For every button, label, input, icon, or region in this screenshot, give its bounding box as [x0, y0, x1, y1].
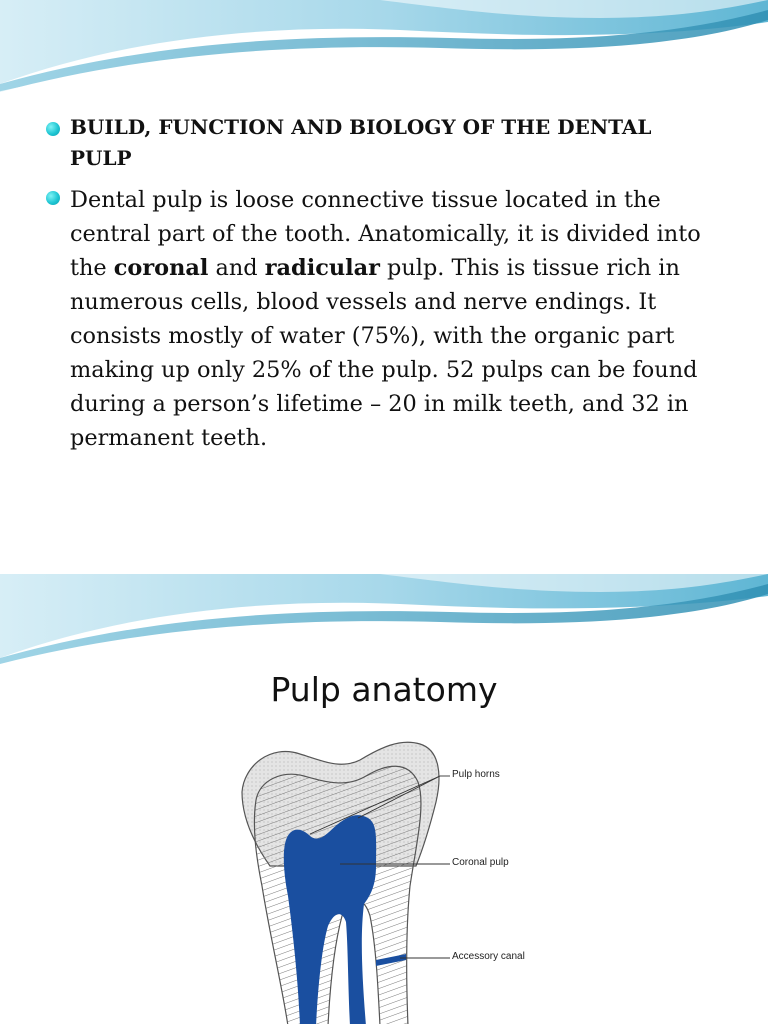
slide-title: Pulp anatomy [270, 670, 498, 709]
label-accessory-canal: Accessory canal [452, 951, 525, 962]
bullet-paragraph [44, 183, 704, 455]
paragraph-text-1: Dental pulp is loose connective tissue located in the central part of the tooth. Anatomically, it is divided into the [70, 187, 701, 281]
header-wave-decoration [0, 0, 768, 100]
pulp-anatomy-figure [230, 736, 536, 1024]
bullet-dot-icon [46, 191, 60, 205]
paragraph-text-3: pulp. This is tissue rich in numerous cells, blood vessels and nerve endings. It consists mostly of water (75%), with the organic part making up only 25% of the pulp. 52 pulps can be found during a person’s lifetime – 20 in milk teeth, and 32 in permanent teeth. [70, 255, 698, 451]
bullet-dot-icon [46, 122, 60, 136]
bullet-list [44, 112, 704, 455]
label-coronal-pulp: Coronal pulp [452, 857, 509, 868]
paragraph-text-2: and [208, 255, 265, 281]
term-coronal: coronal [113, 255, 209, 281]
bullet-heading [44, 112, 704, 174]
heading-text: BUILD, FUNCTION AND BIOLOGY OF THE DENTAL PULP [70, 115, 652, 170]
term-radicular: radicular [264, 255, 380, 281]
slide-2 [0, 560, 768, 1024]
header-wave-decoration [0, 560, 768, 664]
label-pulp-horns: Pulp horns [452, 769, 500, 780]
